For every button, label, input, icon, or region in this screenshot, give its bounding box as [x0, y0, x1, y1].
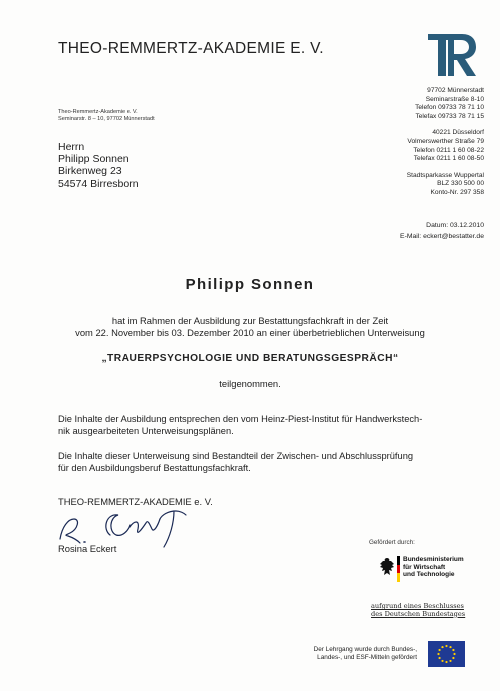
participated-text: teilgenommen. [219, 378, 281, 389]
para1-line-2: nik ausgearbeiteten Unterweisungsplänen. [58, 425, 234, 436]
academy-logo [426, 30, 478, 78]
eu-star [438, 649, 440, 651]
date-and-email [400, 221, 484, 242]
bundestag-resolution [371, 603, 465, 619]
contact-info [324, 87, 484, 206]
eu-star [437, 653, 439, 655]
eu-star [453, 653, 455, 655]
bank-details [324, 172, 484, 198]
recipient-street: Birkenweg 23 [58, 165, 122, 178]
federal-eagle-icon [379, 557, 395, 577]
office2-city: 40221 Düsseldorf [432, 129, 484, 137]
eu-flag-icon [428, 641, 465, 667]
esf-line-1: Der Lehrgang wurde durch Bundes-, [313, 646, 417, 653]
exam-paragraph [58, 451, 458, 474]
funded-by-label: Gefördert durch: [369, 539, 415, 546]
flag-gold-stripe [397, 573, 400, 582]
eu-star [452, 649, 454, 651]
flag-black-stripe [397, 556, 400, 565]
office1-fax: Telefax 09733 78 71 15 [415, 112, 484, 120]
office2-street: Volmerswerther Straße 79 [407, 137, 484, 145]
ministry-line-2: für Wirtschaft [403, 563, 446, 571]
para2-line-1: Die Inhalte dieser Unterweisung sind Bestandteil der Zwischen- und Abschlussprüfung [58, 451, 414, 461]
organization-title: THEO-REMMERTZ-AKADEMIE E. V. [58, 40, 324, 57]
participant-name: Philipp Sonnen [185, 276, 315, 293]
eu-star [445, 661, 447, 663]
sender-line-1: Theo-Remmertz-Akademie e. V. [58, 109, 138, 115]
eu-star [438, 657, 440, 659]
office2-fax: Telefax 0211 1 60 08-50 [413, 155, 484, 163]
bundestag-line-1: aufgrund eines Beschlusses [371, 602, 464, 610]
bundestag-line-2: des Deutschen Bundestages [371, 609, 466, 618]
office1-phone: Telefon 09733 78 71 10 [415, 104, 484, 112]
ministry-name [403, 556, 464, 579]
bank-account: Konto-Nr. 297 358 [430, 188, 484, 196]
para1-line-1: Die Inhalte der Ausbildung entsprechen den vom Heinz-Piest-Institut für Handwerkstech- [58, 414, 423, 424]
flag-red-stripe [397, 565, 400, 574]
office-muennerstadt [324, 87, 484, 121]
curriculum-paragraph [58, 414, 458, 437]
intro-line-1: hat im Rahmen der Ausbildung zur Bestattungsfachkraft in der Zeit [111, 315, 389, 326]
eu-star [452, 657, 454, 659]
recipient-name: Philipp Sonnen [58, 153, 129, 166]
bank-name: Stadtsparkasse Wuppertal [406, 171, 484, 179]
recipient-city: 54574 Birresborn [58, 177, 139, 190]
eu-star [445, 645, 447, 647]
sender-address [58, 109, 155, 123]
eu-star [449, 646, 451, 648]
recipient-address [58, 141, 139, 190]
german-flag-stripe [397, 556, 400, 582]
document-date: Datum: 03.12.2010 [426, 222, 484, 229]
office-duesseldorf [324, 129, 484, 163]
contact-email: E-Mail: eckert@bestatter.de [400, 232, 484, 240]
signature-organization: THEO-REMMERTZ-AKADEMIE e. V. [58, 496, 213, 507]
office1-street: Seminarstraße 8-10 [425, 95, 484, 103]
ministry-line-3: und Technologie [403, 571, 455, 579]
eu-star [441, 646, 443, 648]
office1-city: 97702 Münnerstadt [427, 87, 484, 94]
intro-line-2: vom 22. November bis 03. Dezember 2010 an einer überbetrieblichen Unterweisung [75, 327, 425, 338]
intro-text [0, 315, 500, 339]
bank-blz: BLZ 330 500 00 [437, 180, 484, 188]
recipient-salutation: Herrn [58, 141, 85, 153]
signer-name: Rosina Eckert [58, 543, 117, 554]
ministry-line-1: Bundesministerium [403, 556, 464, 563]
office2-phone: Telefon 0211 1 60 08-22 [413, 146, 484, 154]
eu-star [441, 660, 443, 662]
esf-funding-note [290, 646, 417, 662]
course-title: „TRAUERPSYCHOLOGIE UND BERATUNGSGESPRÄCH“ [101, 353, 399, 364]
para2-line-2: für den Ausbildungsberuf Bestattungsfachkraft. [58, 462, 251, 473]
esf-line-2: Landes-, und ESF-Mitteln gefördert [317, 654, 417, 661]
sender-line-2: Seminarstr. 8 – 10, 97702 Münnerstadt [58, 116, 155, 122]
eu-star [449, 660, 451, 662]
